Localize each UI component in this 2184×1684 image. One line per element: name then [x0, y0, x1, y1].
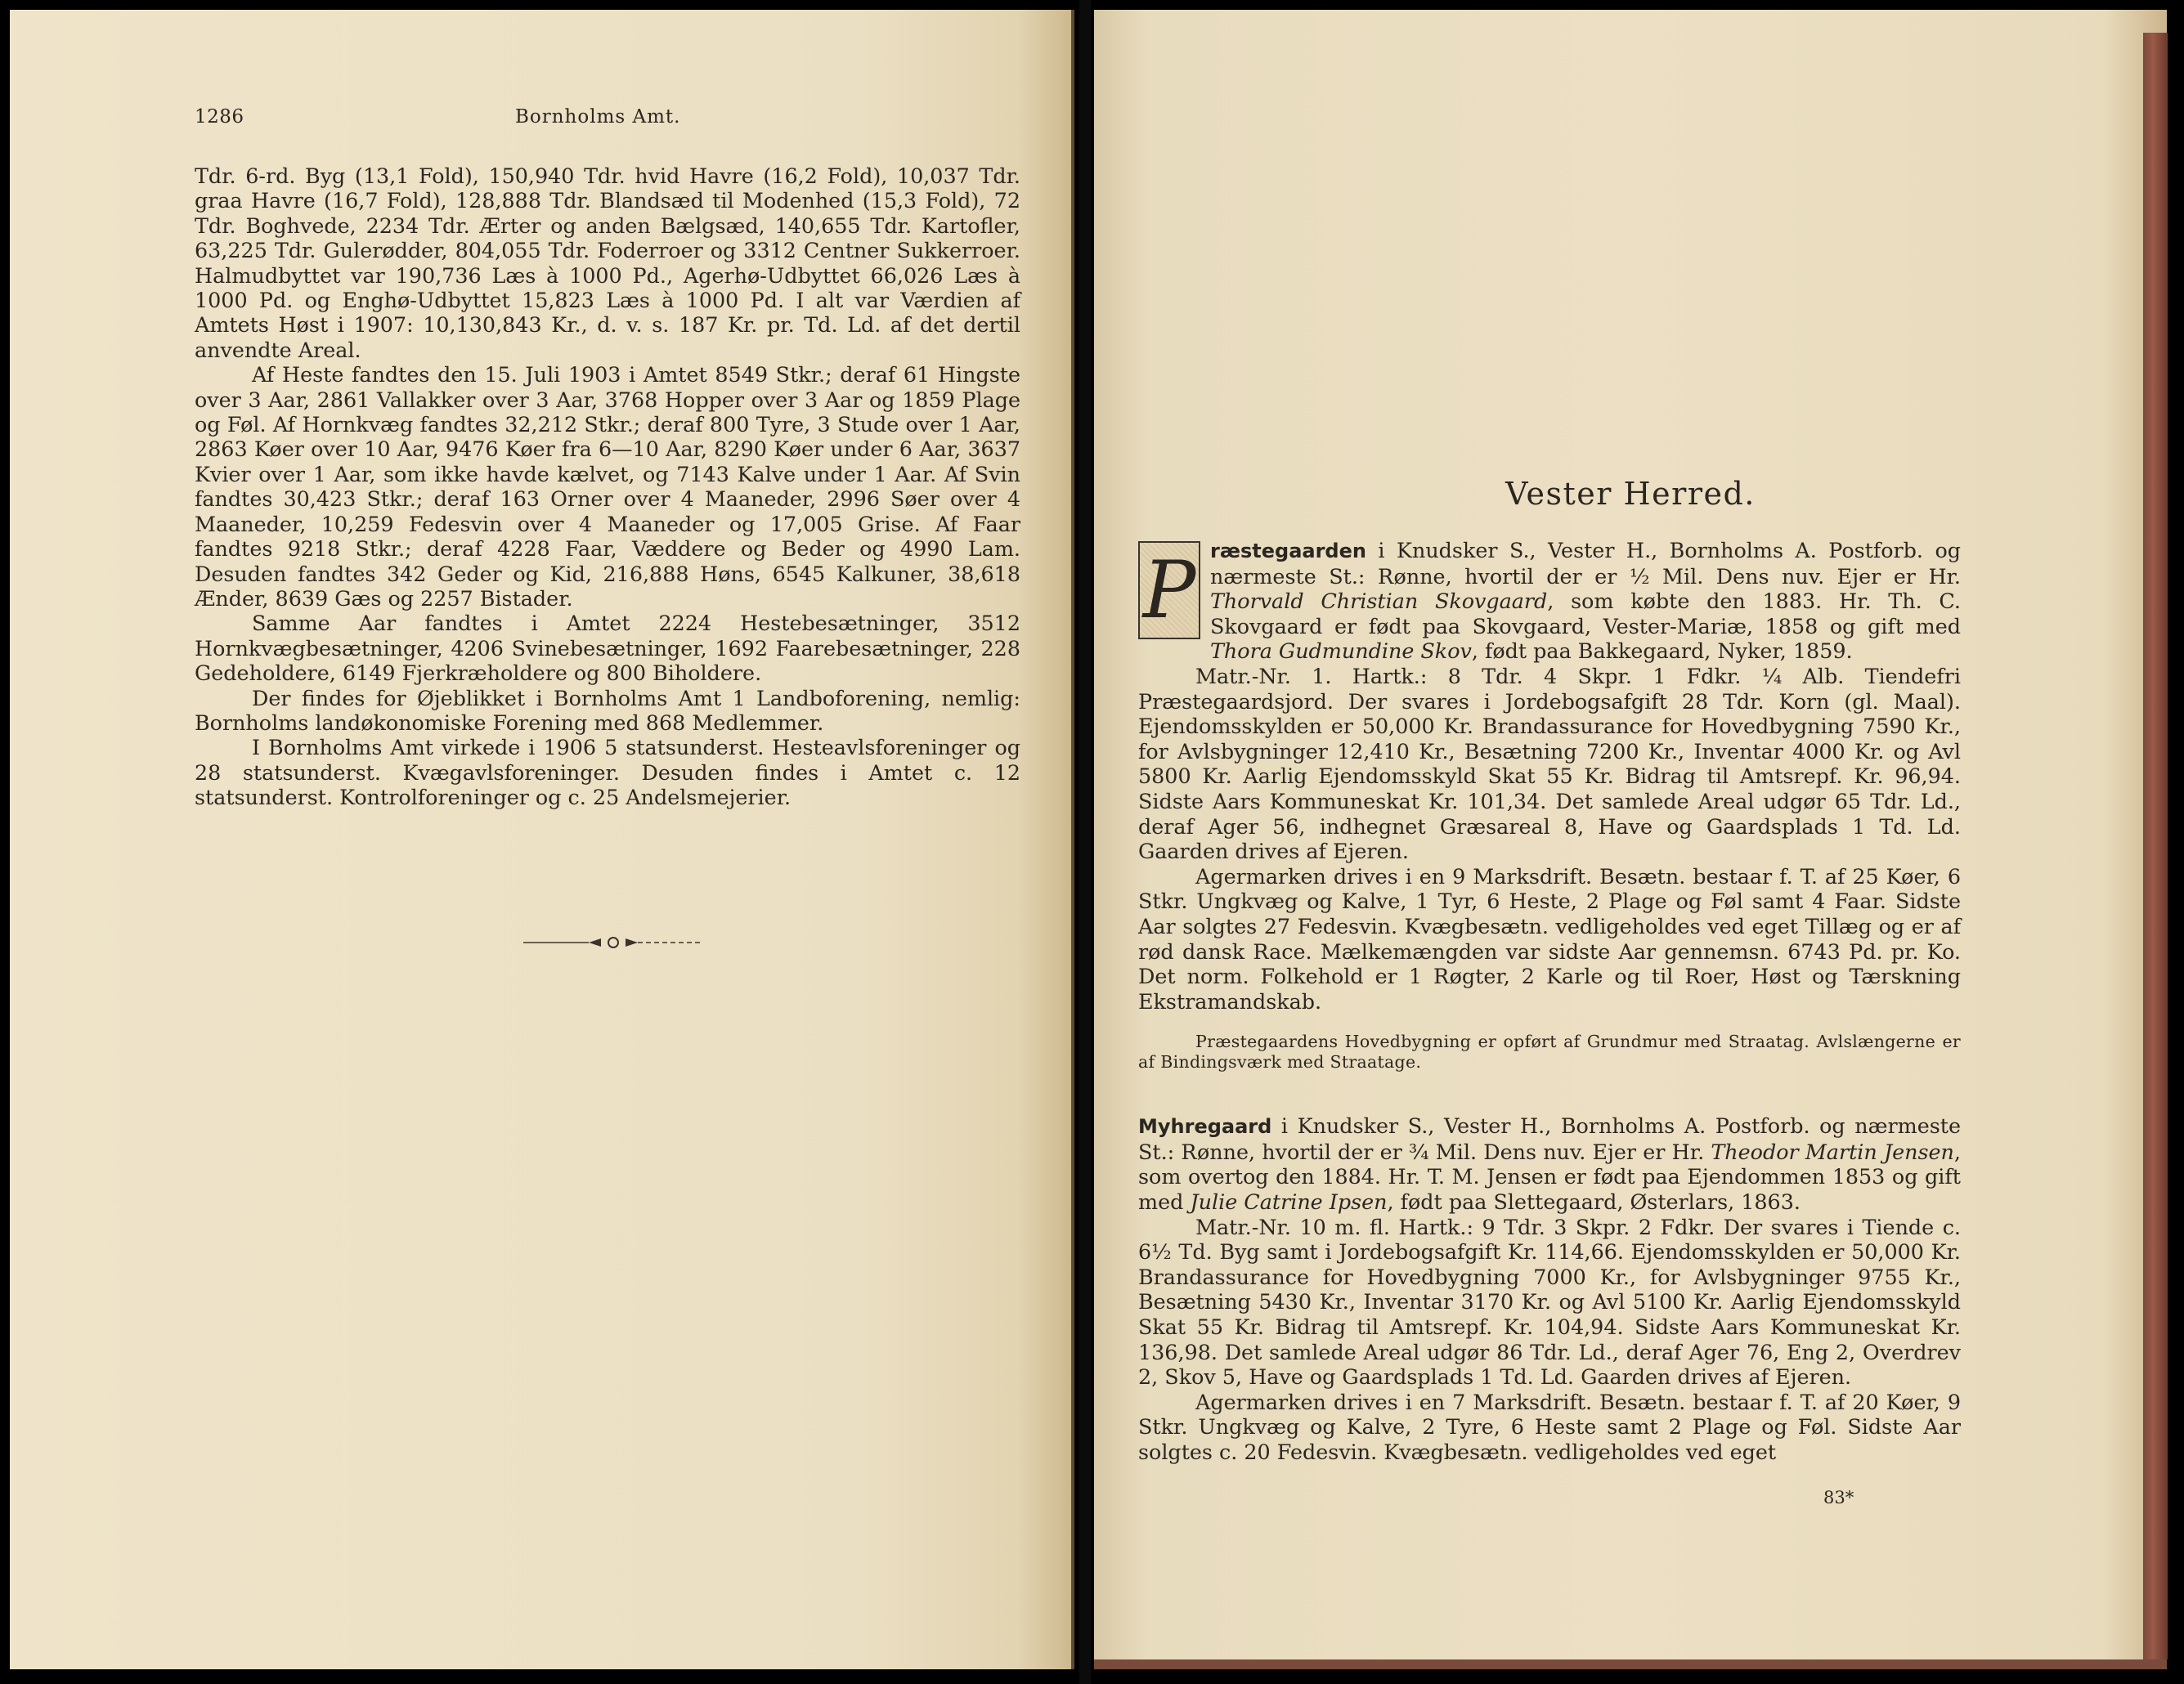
spouse-name: Julie Catrine Ipsen: [1190, 1189, 1388, 1215]
signature-mark: 83*: [1823, 1488, 1854, 1507]
section-end-ornament: [523, 934, 703, 951]
left-body-text: [195, 163, 1020, 810]
page-number: 1286: [195, 106, 244, 128]
paragraph: Matr.-Nr. 10 m. fl. Hartk.: 9 Tdr. 3 Skpr. 2 Fdkr. Der svares i Tiende c. 6½ Td. Byg samt i Jordebogsafgift Kr. 114,66. Ejendomsskylden er 50,000 Kr. Brandassurance for Hovedbygning 7000 Kr., for Avlsbygninger 9755 Kr., Besætning 5430 Kr., Inventar 3170 Kr. og Avl 5100 Kr. Aarlig Ejendomsskyld Skat 55 Kr. Bidrag til Amtsrepf. Kr. 104,94. Sidste Aars Kommuneskat Kr. 136,98. Det samlede Areal udgør 86 Tdr. Ld., deraf Ager 76, Eng 2, Overdrev 2, Skov 5, Have og Gaardsplads 1 Td. Ld. Gaarden drives af Ejeren.: [1138, 1214, 1961, 1390]
book-gutter: [1079, 0, 1091, 1684]
entry-name: Myhregaard: [1138, 1115, 1272, 1139]
entry-myhregaard-intro: Myhregaard i Knudsker S., Vester H., Bornholms A. Postforb. og nærmeste St.: Rønne, hvortil der er ¾ Mil. Dens nuv. Ejer er Hr. Theodor Martin Jensen, som overtog den 1884. Hr. T. M. Jensen er født paa Ejendommen 1853 og gift med Julie Catrine Ipsen, født paa Slettegaard, Østerlars, 1863.: [1138, 1113, 1961, 1215]
paragraph: Matr.-Nr. 1. Hartk.: 8 Tdr. 4 Skpr. 1 Fdkr. ¼ Alb. Tiendefri Præstegaardsjord. Der svares i Jordebogsafgift 28 Tdr. Korn (gl. Maal). Ejendomsskylden er 50,000 Kr. Brandassurance for Hovedbygning 7590 Kr., for Avlsbygninger 12,410 Kr., Besætning 7200 Kr., Inventar 4000 Kr. og Avl 5800 Kr. Aarlig Ejendomsskyld Skat 55 Kr. Bidrag til Amtsrepf. Kr. 96,94. Sidste Aars Kommuneskat Kr. 101,34. Det samlede Areal udgør 65 Tdr. Ld., deraf Ager 56, indhegnet Græsareal 8, Have og Gaardsplads 1 Td. Ld. Gaarden drives af Ejeren.: [1138, 663, 1961, 864]
paragraph: Agermarken drives i en 7 Marksdrift. Besætn. bestaar f. T. af 20 Køer, 9 Stkr. Ungkvæg og Kalve, 2 Tyre, 6 Heste samt 2 Plage og Føl. Sidste Aar solgtes c. 20 Fedesvin. Kvægbesætn. vedligeholdes ved eget: [1138, 1389, 1961, 1464]
entry-gap: [1138, 1073, 1961, 1113]
paragraph: Tdr. 6-rd. Byg (13,1 Fold), 150,940 Tdr. hvid Havre (16,2 Fold), 10,037 Tdr. graa Havre (16,7 Fold), 128,888 Tdr. Blandsæd til Modenhed (15,3 Fold), 72 Tdr. Boghvede, 2234 Tdr. Ærter og anden Bælgsæd, 140,655 Tdr. Kartofler, 63,225 Tdr. Gulerødder, 804,055 Tdr. Foderroer og 3312 Centner Sukkerroer. Halmudbyttet var 190,736 Læs à 1000 Pd., Agerhø-Udbyttet 66,026 Læs à 1000 Pd. og Enghø-Udbyttet 15,823 Læs à 1000 Pd. I alt var Værdien af Amtets Høst i 1907: 10,130,843 Kr., d. v. s. 187 Kr. pr. Td. Ld. af det dertil anvendte Areal.: [195, 163, 1020, 362]
owner-name: Theodor Martin Jensen: [1711, 1139, 1954, 1164]
spouse-name: Thora Gudmundine Skov: [1210, 638, 1472, 664]
paragraph: Agermarken drives i en 9 Marksdrift. Besætn. bestaar f. T. af 25 Køer, 6 Stkr. Ungkvæg og Kalve, 1 Tyr, 6 Heste, 2 Plage og Føl samt 4 Faar. Sidste Aar solgtes 27 Fedesvin. Kvægbesætn. vedligeholdes ved eget Tillæg og er af rød dansk Race. Mælkemængden var sidste Aar gennemsn. 6743 Pd. pr. Ko. Det norm. Folkehold er 1 Røgter, 2 Karle og til Roer, Høst og Tærskning Ekstramandskab.: [1138, 863, 1961, 1014]
paragraph: Samme Aar fandtes i Amtet 2224 Hestebesætninger, 3512 Hornkvægbesætninger, 4206 Svinebesætninger, 1692 Faarebesætninger, 228 Gedeholdere, 6149 Fjerkræholdere og 800 Biholdere.: [195, 611, 1020, 686]
right-body-text: [1138, 538, 1961, 1465]
book-cover-edge: [2143, 33, 2168, 1659]
paragraph: Af Heste fandtes den 15. Juli 1903 i Amtet 8549 Stkr.; deraf 61 Hingste over 3 Aar, 2861 Vallakker over 3 Aar, 3768 Hopper over 3 Aar og 1859 Plage og Føl. Af Hornkvæg fandtes 32,212 Stkr.; deraf 800 Tyre, 3 Stude over 1 Aar, 2863 Køer over 10 Aar, 9476 Køer fra 6—10 Aar, 8290 Køer under 6 Aar, 3637 Kvier over 1 Aar, som ikke havde kælvet, og 7143 Kalve under 1 Aar. Af Svin fandtes 30,423 Stkr.; deraf 163 Orner over 4 Maaneder, 2996 Søer over 4 Maaneder, 10,259 Fedesvin over 4 Maaneder og 17,005 Grise. Af Faar fandtes 9218 Stkr.; deraf 4228 Faar, Væddere og Beder og 4990 Lam. Desuden fandtes 342 Geder og Kid, 216,888 Høns, 6545 Kalkuner, 38,618 Ænder, 8639 Gæs og 2257 Bistader.: [195, 362, 1020, 611]
entry-name: ræstegaarden: [1210, 540, 1366, 562]
running-head-title: Bornholms Amt.: [515, 106, 681, 128]
section-title: Vester Herred.: [1505, 476, 1756, 512]
paragraph: I Bornholms Amt virkede i 1906 5 statsunderst. Hesteavlsforeninger og 28 statsunderst. Kvægavlsforeninger. Desuden findes i Amtet c. 12 statsunderst. Kontrolforeninger og c. 25 Andelsmejerier.: [195, 735, 1020, 810]
dropcap-initial: P: [1138, 541, 1200, 639]
building-note: Præstegaardens Hovedbygning er opført af Grundmur med Straatag. Avlslængerne er af Bindingsværk med Straatage.: [1138, 1032, 1961, 1073]
book-cover-bottom: [1094, 1659, 2167, 1669]
paragraph: Der findes for Øjeblikket i Bornholms Amt 1 Landboforening, nemlig: Bornholms landøkonomiske Forening med 868 Medlemmer.: [195, 685, 1020, 735]
entry-praestegaarden-intro: P ræstegaarden i Knudsker S., Vester H., Bornholms A. Postforb. og nærmeste St.: Rønne, hvortil der er ½ Mil. Dens nuv. Ejer er Hr. Thorvald Christian Skovgaard, som købte den 1883. Hr. Th. C. Skovgaard er født paa Skovgaard, Vester-Mariæ, 1858 og gift med Thora Gudmundine Skov, født paa Bakkegaard, Nyker, 1859.: [1138, 538, 1961, 664]
owner-name: Thorvald Christian Skovgaard: [1210, 589, 1548, 614]
